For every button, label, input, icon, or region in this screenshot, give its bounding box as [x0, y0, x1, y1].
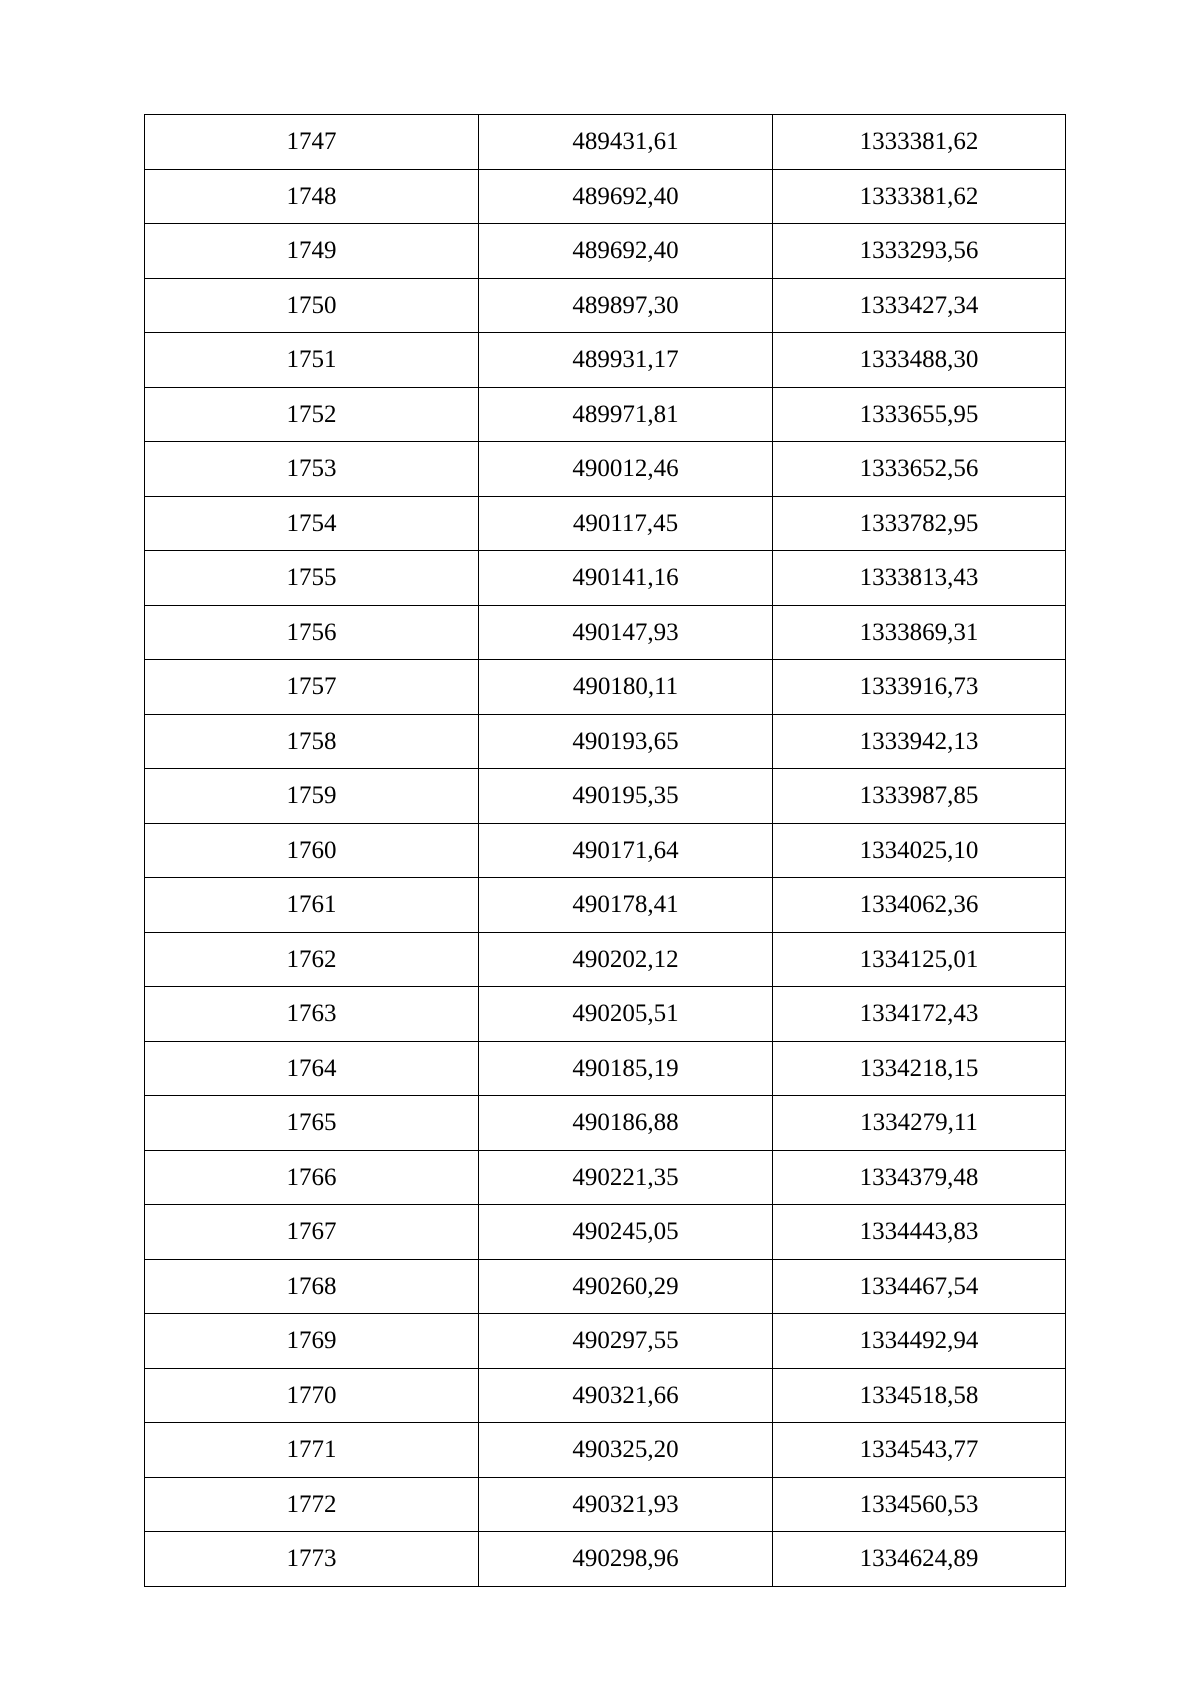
coordinates-table: [144, 114, 1066, 1587]
point-number-cell: 1769: [145, 1314, 479, 1369]
point-number-cell: 1750: [145, 278, 479, 333]
table-row: [145, 769, 1066, 824]
y-coordinate-cell: 1334379,48: [773, 1150, 1066, 1205]
x-coordinate-cell: 490180,11: [479, 660, 773, 715]
x-coordinate-cell: 490325,20: [479, 1423, 773, 1478]
y-coordinate-cell: 1333813,43: [773, 551, 1066, 606]
x-coordinate-cell: 490298,96: [479, 1532, 773, 1587]
point-number-cell: 1761: [145, 878, 479, 933]
point-number-cell: 1751: [145, 333, 479, 388]
point-number-cell: 1756: [145, 605, 479, 660]
y-coordinate-cell: 1334467,54: [773, 1259, 1066, 1314]
x-coordinate-cell: 490205,51: [479, 987, 773, 1042]
point-number-cell: 1748: [145, 169, 479, 224]
point-number-cell: 1755: [145, 551, 479, 606]
table-row: [145, 1532, 1066, 1587]
table-row: [145, 1477, 1066, 1532]
point-number-cell: 1770: [145, 1368, 479, 1423]
table-row: [145, 1368, 1066, 1423]
x-coordinate-cell: 490141,16: [479, 551, 773, 606]
y-coordinate-cell: 1334125,01: [773, 932, 1066, 987]
point-number-cell: 1765: [145, 1096, 479, 1151]
y-coordinate-cell: 1333652,56: [773, 442, 1066, 497]
table-row: [145, 1259, 1066, 1314]
y-coordinate-cell: 1334025,10: [773, 823, 1066, 878]
table-row: [145, 823, 1066, 878]
x-coordinate-cell: 490147,93: [479, 605, 773, 660]
table-row: [145, 1423, 1066, 1478]
y-coordinate-cell: 1333916,73: [773, 660, 1066, 715]
table-row: [145, 1150, 1066, 1205]
table-row: [145, 1041, 1066, 1096]
x-coordinate-cell: 490117,45: [479, 496, 773, 551]
point-number-cell: 1766: [145, 1150, 479, 1205]
table-row: [145, 1314, 1066, 1369]
table-row: [145, 987, 1066, 1042]
x-coordinate-cell: 490195,35: [479, 769, 773, 824]
y-coordinate-cell: 1333381,62: [773, 115, 1066, 170]
point-number-cell: 1763: [145, 987, 479, 1042]
table-row: [145, 605, 1066, 660]
point-number-cell: 1772: [145, 1477, 479, 1532]
point-number-cell: 1760: [145, 823, 479, 878]
table-row: [145, 1205, 1066, 1260]
y-coordinate-cell: 1333488,30: [773, 333, 1066, 388]
y-coordinate-cell: 1334543,77: [773, 1423, 1066, 1478]
table-row: [145, 278, 1066, 333]
y-coordinate-cell: 1333869,31: [773, 605, 1066, 660]
point-number-cell: 1754: [145, 496, 479, 551]
x-coordinate-cell: 490178,41: [479, 878, 773, 933]
x-coordinate-cell: 489931,17: [479, 333, 773, 388]
y-coordinate-cell: 1333655,95: [773, 387, 1066, 442]
y-coordinate-cell: 1334492,94: [773, 1314, 1066, 1369]
y-coordinate-cell: 1333942,13: [773, 714, 1066, 769]
y-coordinate-cell: 1334218,15: [773, 1041, 1066, 1096]
y-coordinate-cell: 1334062,36: [773, 878, 1066, 933]
x-coordinate-cell: 489897,30: [479, 278, 773, 333]
table-row: [145, 878, 1066, 933]
y-coordinate-cell: 1334172,43: [773, 987, 1066, 1042]
y-coordinate-cell: 1334279,11: [773, 1096, 1066, 1151]
x-coordinate-cell: 489431,61: [479, 115, 773, 170]
table-row: [145, 932, 1066, 987]
point-number-cell: 1764: [145, 1041, 479, 1096]
point-number-cell: 1771: [145, 1423, 479, 1478]
y-coordinate-cell: 1334560,53: [773, 1477, 1066, 1532]
y-coordinate-cell: 1334443,83: [773, 1205, 1066, 1260]
x-coordinate-cell: 490012,46: [479, 442, 773, 497]
y-coordinate-cell: 1334518,58: [773, 1368, 1066, 1423]
x-coordinate-cell: 490321,93: [479, 1477, 773, 1532]
point-number-cell: 1758: [145, 714, 479, 769]
x-coordinate-cell: 490245,05: [479, 1205, 773, 1260]
table-row: [145, 333, 1066, 388]
point-number-cell: 1747: [145, 115, 479, 170]
table-row: [145, 169, 1066, 224]
x-coordinate-cell: 490171,64: [479, 823, 773, 878]
point-number-cell: 1749: [145, 224, 479, 279]
table-row: [145, 660, 1066, 715]
x-coordinate-cell: 490193,65: [479, 714, 773, 769]
table-row: [145, 551, 1066, 606]
y-coordinate-cell: 1334624,89: [773, 1532, 1066, 1587]
table-row: [145, 224, 1066, 279]
y-coordinate-cell: 1333381,62: [773, 169, 1066, 224]
y-coordinate-cell: 1333782,95: [773, 496, 1066, 551]
x-coordinate-cell: 489971,81: [479, 387, 773, 442]
table-row: [145, 442, 1066, 497]
point-number-cell: 1767: [145, 1205, 479, 1260]
x-coordinate-cell: 490186,88: [479, 1096, 773, 1151]
y-coordinate-cell: 1333427,34: [773, 278, 1066, 333]
point-number-cell: 1759: [145, 769, 479, 824]
x-coordinate-cell: 490297,55: [479, 1314, 773, 1369]
point-number-cell: 1757: [145, 660, 479, 715]
point-number-cell: 1768: [145, 1259, 479, 1314]
coordinates-table-body: [145, 115, 1066, 1587]
table-row: [145, 387, 1066, 442]
point-number-cell: 1762: [145, 932, 479, 987]
table-row: [145, 1096, 1066, 1151]
point-number-cell: 1752: [145, 387, 479, 442]
table-row: [145, 496, 1066, 551]
point-number-cell: 1753: [145, 442, 479, 497]
x-coordinate-cell: 490185,19: [479, 1041, 773, 1096]
x-coordinate-cell: 490260,29: [479, 1259, 773, 1314]
x-coordinate-cell: 490221,35: [479, 1150, 773, 1205]
x-coordinate-cell: 490202,12: [479, 932, 773, 987]
y-coordinate-cell: 1333987,85: [773, 769, 1066, 824]
table-row: [145, 714, 1066, 769]
table-row: [145, 115, 1066, 170]
y-coordinate-cell: 1333293,56: [773, 224, 1066, 279]
point-number-cell: 1773: [145, 1532, 479, 1587]
x-coordinate-cell: 490321,66: [479, 1368, 773, 1423]
x-coordinate-cell: 489692,40: [479, 169, 773, 224]
x-coordinate-cell: 489692,40: [479, 224, 773, 279]
